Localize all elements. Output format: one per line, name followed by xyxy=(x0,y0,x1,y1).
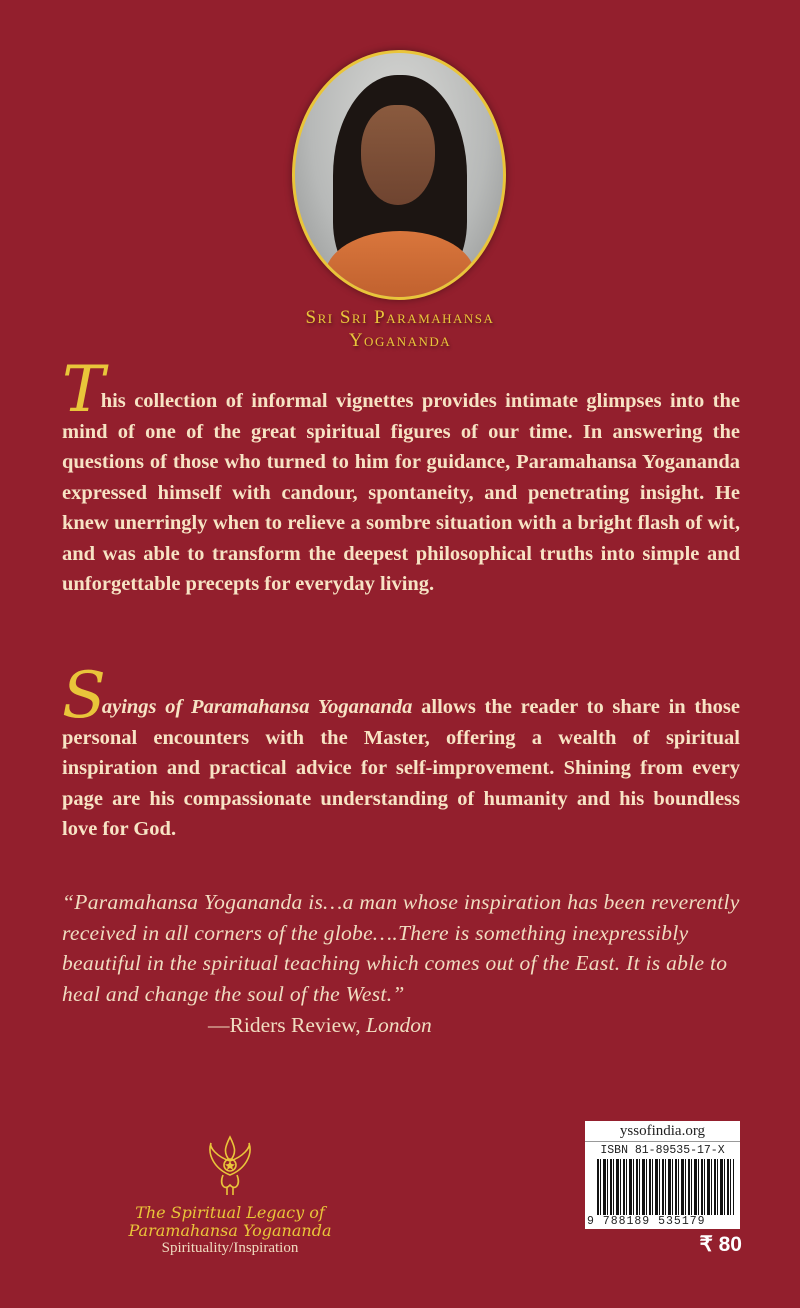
author-name-line2: Yogananda xyxy=(348,330,452,351)
publisher-logo xyxy=(120,1135,340,1240)
drop-cap-s: S xyxy=(62,659,106,733)
author-portrait xyxy=(292,50,506,300)
book-title: ayings of Paramahansa Yogananda xyxy=(101,696,413,718)
barcode-box xyxy=(585,1121,740,1229)
ean-number: 9 788189 535179 xyxy=(587,1215,706,1228)
drop-cap-t: T xyxy=(62,353,105,427)
price-label: ₹ 80 xyxy=(699,1233,742,1256)
category-label: Spirituality/Inspiration xyxy=(161,1240,299,1256)
attribution-place: London xyxy=(366,1013,432,1037)
portrait-face xyxy=(361,105,435,205)
legacy-line-1: The Spiritual Legacy of xyxy=(135,1203,325,1222)
isbn-number: ISBN 81-89535-17-X xyxy=(600,1144,725,1157)
legacy-line-2: Paramahansa Yogananda xyxy=(128,1221,332,1240)
attribution-source: —Riders Review, xyxy=(208,1013,367,1037)
website-url: yssofindia.org xyxy=(585,1121,740,1142)
barcode-bars xyxy=(597,1159,734,1215)
paragraph-2-text: allows the reader to share in those personal encounters with the Master, offering a wealth of spiritual inspiration and practical advice for self-improvement. Shining from every page are his compassionate understanding of humanity and his boundless love for God. xyxy=(62,696,740,840)
quote-attribution xyxy=(208,1013,432,1038)
author-name-line1: Sri Sri Paramahansa xyxy=(305,307,495,328)
review-quote: “Paramahansa Yogananda is…a man whose inspiration has been reverently received in all corners of the globe….There is something inexpressibly beautiful in the spiritual teaching which comes out of the East. It is able to heal and change the soul of the West.” xyxy=(62,890,740,1006)
lotus-emblem-icon xyxy=(205,1135,255,1199)
description-paragraph-1 xyxy=(62,353,740,600)
description-paragraph-2 xyxy=(62,659,740,845)
paragraph-1-text: his collection of informal vignettes provides intimate glimpses into the mind of one of the great spiritual figures of our time. In answering the questions of those who turned to him for guidance, Paramahansa Yogananda expressed himself with candour, spontaneity, and penetrating insight. He knew unerringly when to relieve a sombre situation with a bright flash of wit, and was able to transform the deepest philosophical truths into simple and unforgettable precepts for everyday living. xyxy=(62,390,740,595)
